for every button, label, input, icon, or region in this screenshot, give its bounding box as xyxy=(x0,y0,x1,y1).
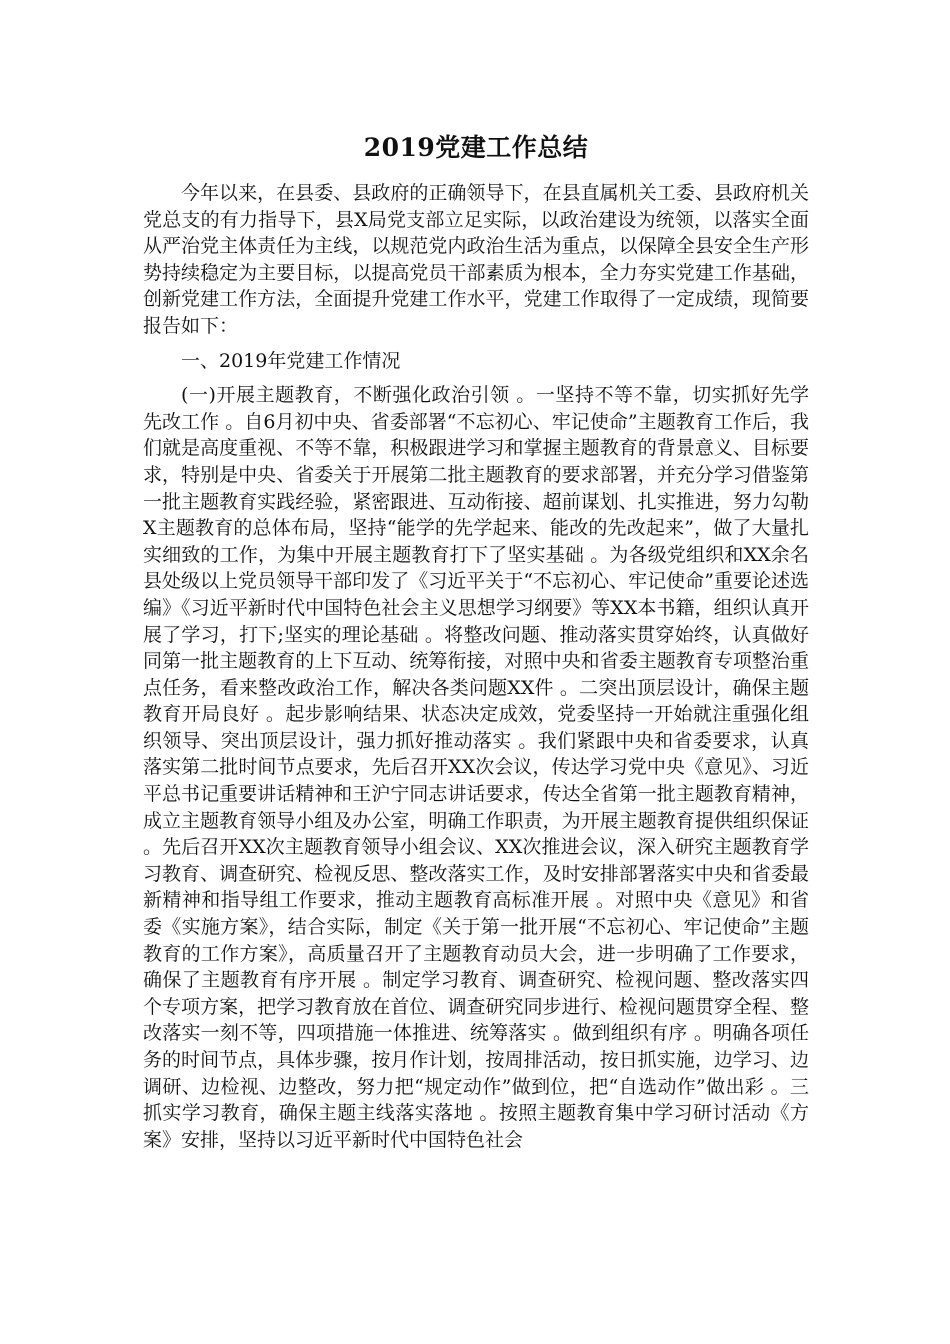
intro-paragraph: 今年以来，在县委、县政府的正确领导下，在县直属机关工委、县政府机关党总支的有力指导下，县X局党支部立足实际，以政治建设为统领，以落实全面从严治党主体责任为主线，以规范党内政治生活为重点，以保障全县安全生产形势持续稳定为主要目标，以提高党员干部素质为根本，全力夯实党建工作基础，创新党建工作方法，全面提升党建工作水平，党建工作取得了一定成绩，现简要报告如下： xyxy=(143,182,809,337)
document-title: 2019党建工作总结 xyxy=(363,133,589,162)
section-heading: 一、2019年党建工作情况 xyxy=(181,349,401,372)
body-paragraph: (一)开展主题教育，不断强化政治引领 。一坚持不等不靠，切实抓好先学先改工作 。自6月初中央、省委部署“不忘初心、牢记使命”主题教育工作后，我们就是高度重视、不等不靠，积极跟进学习和掌握主题教育的背景意义、目标要求，特别是中央、省委关于开展第二批主题教育的要求部署，并充分学习借鉴第一批主题教育实践经验，紧密跟进、互动衔接、超前谋划、扎实推进，努力勾勒X主题教育的总体布局，坚持“能学的先学起来、能改的先改起来”，做了大量扎实细致的工作，为集中开展主题教育打下了坚实基础 。为各级党组织和XX余名县处级以上党员领导干部印发了《习近平关于“不忘初心、牢记使命”重要论述选编》《习近平新时代中国特色社会主义思想学习纲要》等XX本书籍，组织认真开展了学习，打下;坚实的理论基础 。将整改问题、推动落实贯穿始终，认真做好同第一批主题教育的上下互动、统筹衔接，对照中央和省委主题教育专项整治重点任务，看来整改政治工作，解决各类问题XX件 。二突出顶层设计，确保主题教育开局良好 。起步影响结果、状态决定成效，党委坚持一开始就注重强化组织领导、突出顶层设计，强力抓好推动落实 。我们紧跟中央和省委要求，认真落实第二批时间节点要求，先后召开XX次会议，传达学习党中央《意见》、习近平总书记重要讲话精神和王沪宁同志讲话要求，传达全省第一批主题教育精神，成立主题教育领导小组及办公室，明确工作职责，为开展主题教育提供组织保证 。先后召开XX次主题教育领导小组会议、XX次推进会议，深入研究主题教育学习教育、调查研究、检视反思、整改落实工作，及时安排部署落实中央和省委最新精神和指导组工作要求，推动主题教育高标准开展 。对照中央《意见》和省委《实施方案》，结合实际，制定《关于第一批开展“不忘初心、牢记使命”主题教育的工作方案》，高质量召开了主题教育动员大会，进一步明确了工作要求，确保了主题教育有序开展 。制定学习教育、调查研究、检视问题、整改落实四个专项方案，把学习教育放在首位、调查研究同步进行、检视问题贯穿全程、整改落实一刻不等，四项措施一体推进、统筹落实 。做到组织有序 。明确各项任务的时间节点，具体步骤，按月作计划，按周排活动，按日抓实施，边学习、边调研、边检视、边整改，努力把“规定动作”做到位，把“自选动作”做出彩 。三抓实学习教育，确保主题主线落实落地 。按照主题教育集中学习研讨活动《方案》安排，坚持以习近平新时代中国特色社会 xyxy=(143,384,809,1151)
document-body xyxy=(143,130,809,1161)
